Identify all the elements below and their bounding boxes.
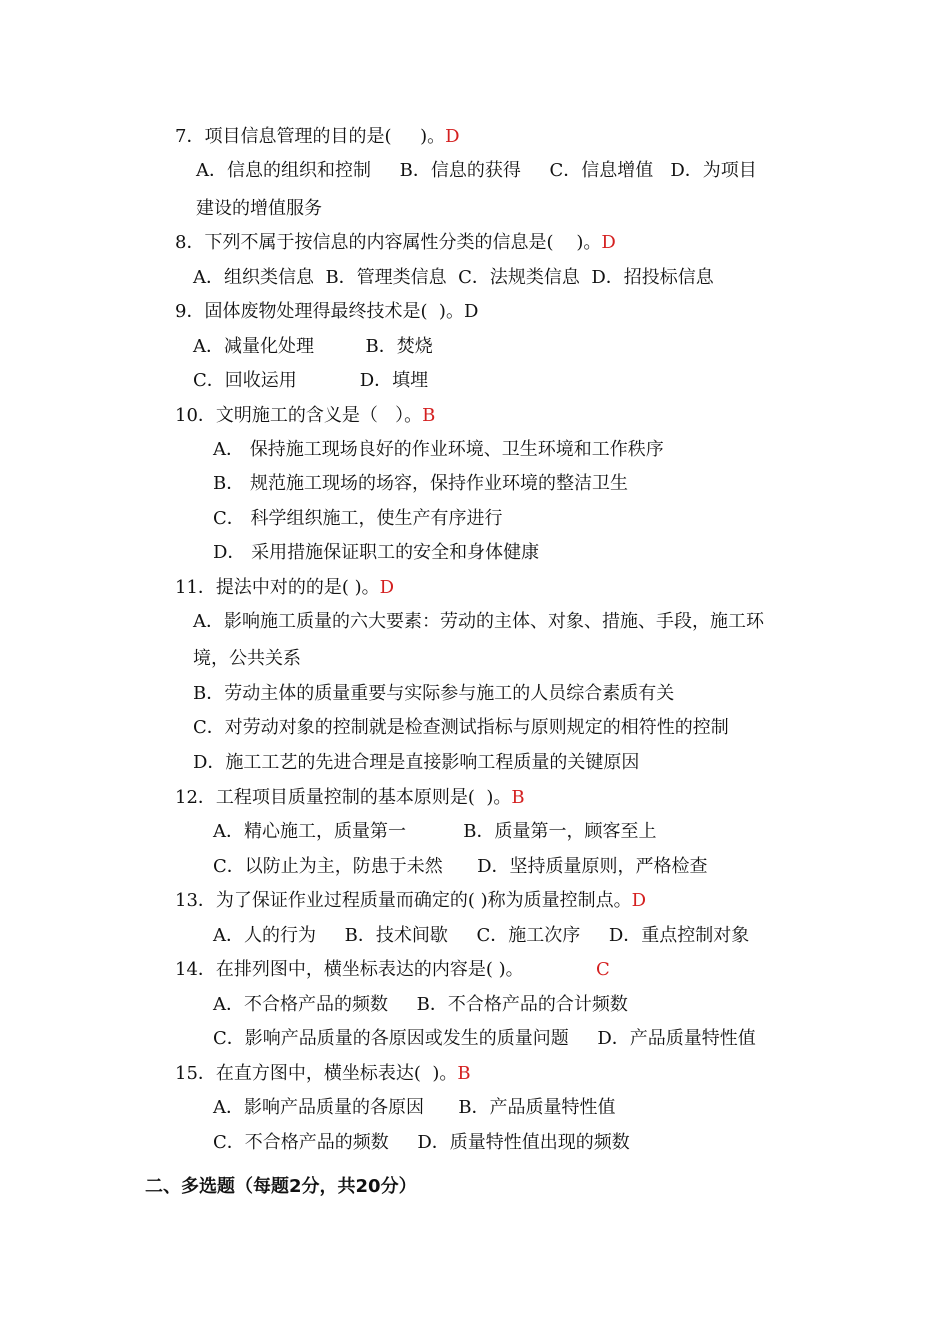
question-12-options-ab: A．精心施工，质量第一 B．质量第一，顾客至上: [213, 821, 657, 842]
question-10-option-c: C． 科学组织施工，使生产有序进行: [213, 508, 503, 529]
section-2-heading: 二、多选题（每题2分，共20分）: [145, 1176, 417, 1197]
question-8-stem: 8．下列不属于按信息的内容属性分类的信息是( )。D: [175, 232, 616, 253]
question-7-stem: 7．项目信息管理的目的是( )。D: [175, 126, 460, 147]
question-9-answer: D: [463, 301, 479, 322]
question-13-stem: 13．为了保证作业过程质量而确定的( )称为质量控制点。D: [175, 890, 647, 911]
question-7-options-cont: 建设的增值服务: [196, 198, 322, 219]
question-14-options-cd: C．影响产品质量的各原因或发生的质量问题 D．产品质量特性值: [213, 1028, 756, 1049]
question-14-answer: C: [596, 959, 610, 980]
question-14-stem: 14．在排列图中，横坐标表达的内容是( )。: [175, 959, 524, 980]
question-10-option-a: A． 保持施工现场良好的作业环境、卫生环境和工作秩序: [213, 439, 664, 460]
question-11-option-b: B．劳动主体的质量重要与实际参与施工的人员综合素质有关: [193, 683, 675, 704]
question-13-options: A．人的行为 B．技术间歇 C．施工次序 D．重点控制对象: [213, 925, 750, 946]
question-15-answer: B: [457, 1063, 471, 1084]
question-13-answer: D: [631, 890, 647, 911]
question-9-options-cd: C．回收运用 D．填埋: [193, 370, 429, 391]
question-11-option-d: D．施工工艺的先进合理是直接影响工程质量的关键原因: [193, 752, 640, 773]
question-8-answer: D: [601, 232, 616, 253]
question-11-option-c: C．对劳动对象的控制就是检查测试指标与原则规定的相符性的控制: [193, 717, 729, 738]
question-12-answer: B: [511, 787, 525, 808]
question-8-options: A．组织类信息 B．管理类信息 C．法规类信息 D．招投标信息: [193, 267, 714, 288]
question-10-option-d: D． 采用措施保证职工的安全和身体健康: [213, 542, 540, 563]
question-7-options: A．信息的组织和控制 B．信息的获得 C．信息增值 D．为项目: [196, 160, 757, 181]
question-10-answer: B: [422, 405, 436, 426]
question-9-options-ab: A．减量化处理 B．焚烧: [193, 336, 433, 357]
question-12-options-cd: C．以防止为主，防患于未然 D．坚持质量原则，严格检查: [213, 856, 708, 877]
question-14-options-ab: A．不合格产品的频数 B．不合格产品的合计频数: [213, 994, 628, 1015]
question-15-stem: 15．在直方图中，横坐标表达( )。B: [175, 1063, 471, 1084]
question-11-option-a: A．影响施工质量的六大要素：劳动的主体、对象、措施、手段，施工环: [193, 611, 764, 632]
question-9-stem: 9．固体废物处理得最终技术是( )。D: [175, 301, 479, 322]
question-7-answer: D: [445, 126, 460, 147]
question-12-stem: 12．工程项目质量控制的基本原则是( )。B: [175, 787, 525, 808]
question-15-options-cd: C．不合格产品的频数 D．质量特性值出现的频数: [213, 1132, 630, 1153]
question-11-option-a-cont: 境，公共关系: [193, 648, 301, 669]
question-15-options-ab: A．影响产品质量的各原因 B．产品质量特性值: [213, 1097, 616, 1118]
question-10-option-b: B． 规范施工现场的场容，保持作业环境的整洁卫生: [213, 473, 628, 494]
question-10-stem: 10．文明施工的含义是（ ）。B: [175, 405, 436, 426]
question-11-stem: 11．提法中对的的是( )。D: [175, 577, 395, 598]
question-11-answer: D: [379, 577, 395, 598]
